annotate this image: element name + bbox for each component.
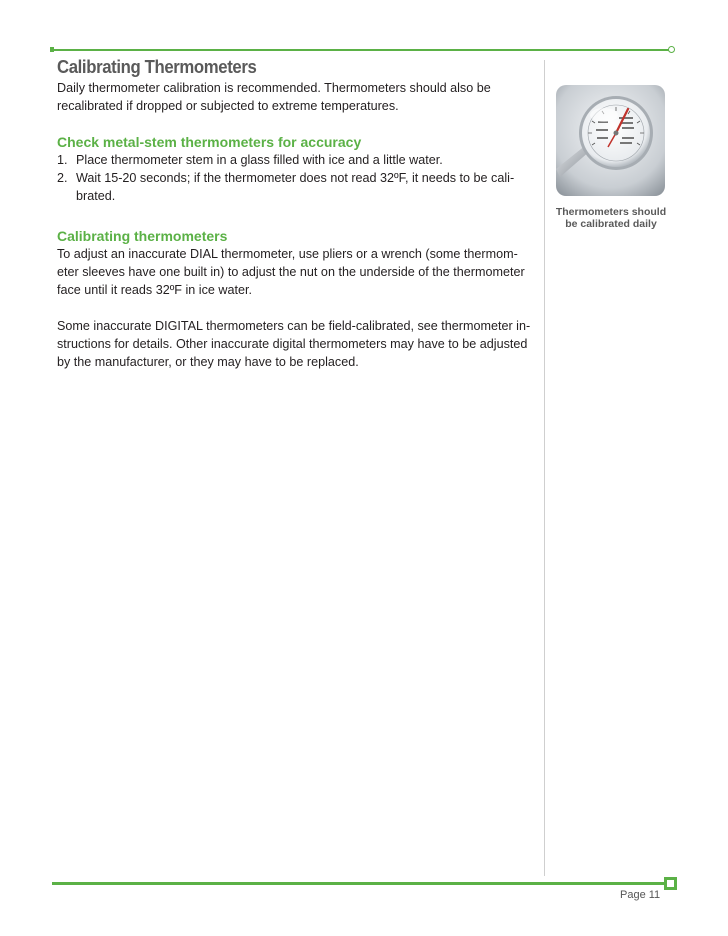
steps-list [57,151,539,205]
digital-thermometer-paragraph: Some inaccurate DIGITAL thermometers can be field-calibrated, see thermometer in-structions for details. Other inaccurate digital thermometers may have to be adjusted by the manufacturer, or they may have to be replaced. [57,319,531,369]
bottom-rule-square [664,877,677,890]
section-heading-metal-stem: Check metal-stem thermometers for accuracy [57,134,362,150]
list-item [57,151,539,169]
section-metal-stem [57,133,539,205]
top-rule-right-circle [668,46,675,53]
page-number: Page 11 [620,889,661,901]
photo-caption: Thermometers should be calibrated daily [555,206,667,230]
page-title: Calibrating Thermometers [57,57,257,77]
step-text: Place thermometer stem in a glass filled with ice and a little water. [76,153,443,167]
section-heading-calibrating: Calibrating thermometers [57,228,228,244]
step-text: Wait 15-20 seconds; if the thermometer does not read 32ºF, it needs to be cali-brated. [76,171,515,203]
intro-paragraph: Daily thermometer calibration is recommended. Thermometers should also be recalibrated if dropped or subjected to extreme temperatures. [57,81,491,113]
list-item [57,169,539,205]
step-number: 1. [57,153,68,167]
section-calibrating [57,227,539,371]
step-number: 2. [57,171,68,185]
thermometer-image [556,85,665,196]
thermometer-photo [556,85,665,196]
main-content [57,55,539,371]
dial-thermometer-paragraph: To adjust an inaccurate DIAL thermometer, use pliers or a wrench (some thermom-eter sleeves have one built in) to adjust the nut on the underside of the thermometer face until it reads 32ºF in ice water. [57,247,525,297]
column-divider [544,60,545,876]
bottom-rule [52,882,668,885]
top-rule [52,49,669,51]
